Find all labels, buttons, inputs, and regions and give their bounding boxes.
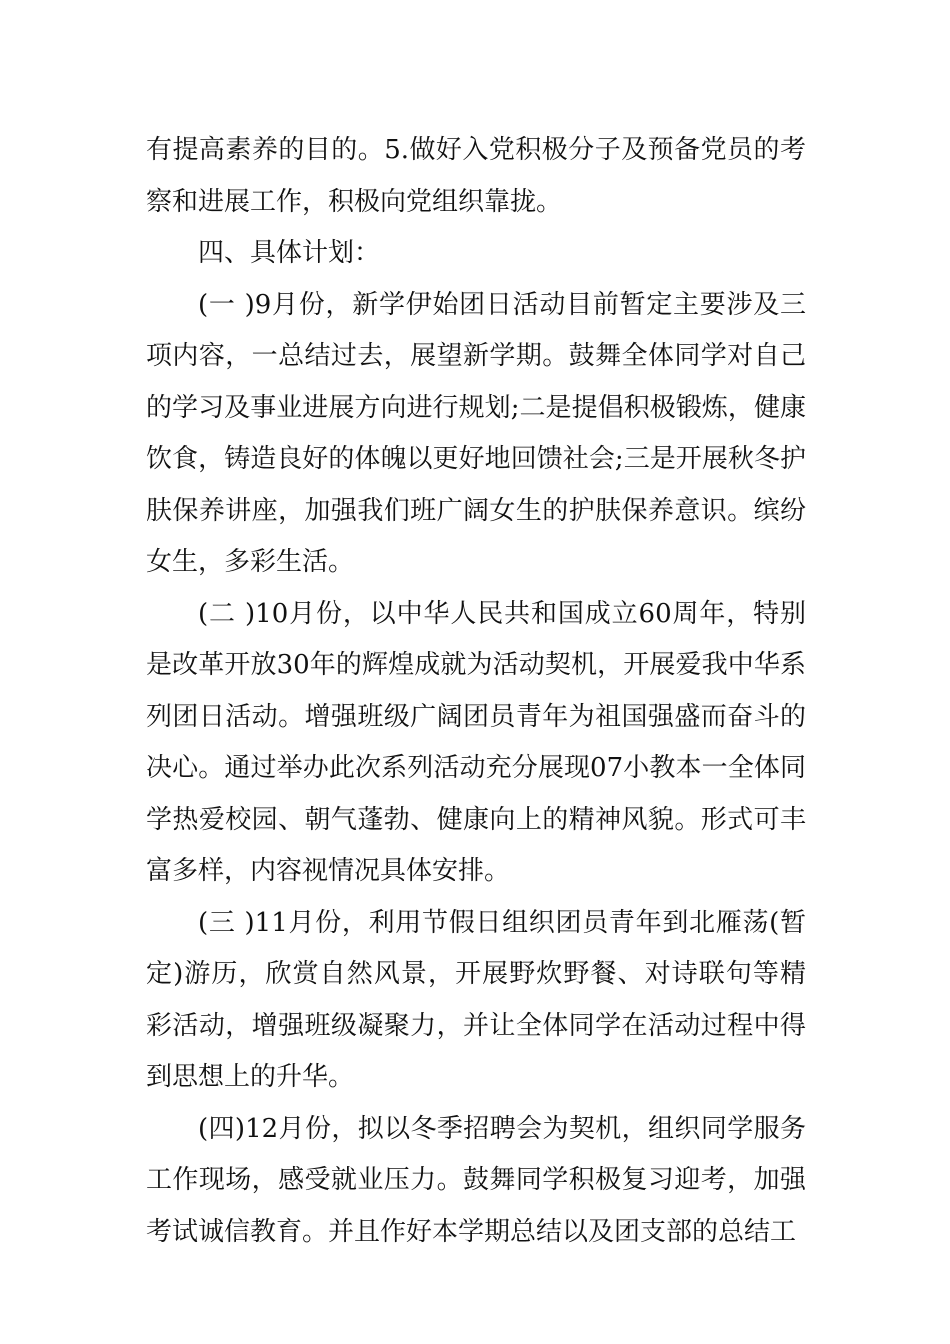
paragraph-continuation: 有提高素养的目的。5.做好入党积极分子及预备党员的考察和进展工作，积极向党组织靠拢。 bbox=[146, 135, 806, 217]
paragraph-october: (二 )10月份，以中华人民共和国成立60周年，特别是改革开放30年的辉煌成就为活动契机，开展爱我中华系列团日活动。增强班级广阔团员青年为祖国强盛而奋斗的决心。通过举办此次系列活动充分展现07小教本一全体同学热爱校园、朝气蓬勃、健康向上的精神风貌。形式可丰富多样，内容视情况具体安排。 bbox=[146, 598, 806, 886]
document-page bbox=[146, 125, 806, 1258]
paragraph-september: (一 )9月份，新学伊始团日活动目前暂定主要涉及三项内容，一总结过去，展望新学期。鼓舞全体同学对自己的学习及事业进展方向进行规划;二是提倡积极锻炼，健康饮食，铸造良好的体魄以更好地回馈社会;三是开展秋冬护肤保养讲座，加强我们班广阔女生的护肤保养意识。缤纷女生，多彩生活。 bbox=[146, 289, 806, 577]
section-heading-specific-plan: 四、具体计划： bbox=[198, 238, 381, 268]
paragraph-december: (四)12月份，拟以冬季招聘会为契机，组织同学服务工作现场，感受就业压力。鼓舞同学积极复习迎考，加强考试诚信教育。并且作好本学期总结以及团支部的总结工 bbox=[146, 1113, 806, 1247]
paragraph-november: (三 )11月份，利用节假日组织团员青年到北雁荡(暂定)游历，欣赏自然风景，开展野炊野餐、对诗联句等精彩活动，增强班级凝聚力，并让全体同学在活动过程中得到思想上的升华。 bbox=[146, 907, 806, 1092]
